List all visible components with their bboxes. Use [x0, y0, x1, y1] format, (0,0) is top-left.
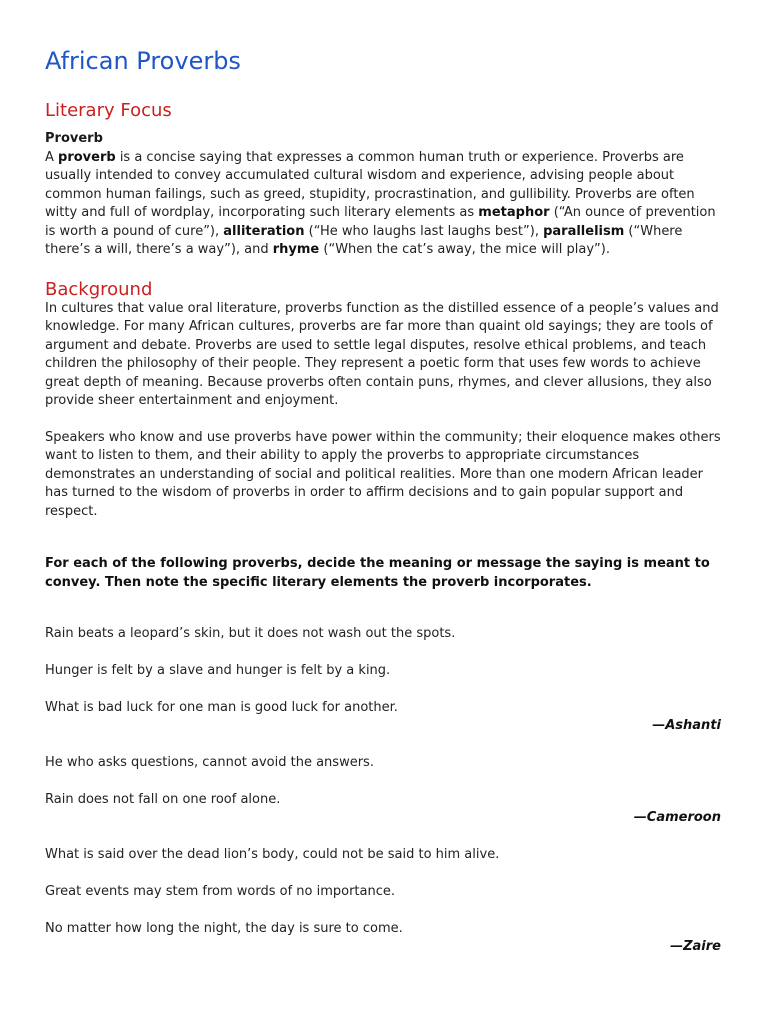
term-parallelism: parallelism	[543, 223, 625, 239]
background-heading: Background	[45, 279, 153, 300]
proverb-item: Hunger is felt by a slave and hunger is felt by a king.	[45, 663, 391, 678]
attribution-cameroon: —Cameroon	[633, 810, 721, 825]
proverb-item: What is said over the dead lion’s body, could not be said to him alive.	[45, 847, 500, 862]
term-metaphor: metaphor	[478, 205, 550, 221]
background-paragraph-1: In cultures that value oral literature, proverbs function as the distilled essence of a people’s values and knowledge. For many African cultures, proverbs are far more than quaint old sayings; they are tools of argument and debate. Proverbs are used to settle legal disputes, resolve ethical problems, and teach children the philosophy of their people. They represent a poetic form that uses few words to achieve great depth of meaning. Because proverbs often contain puns, rhymes, and clever allusions, they also provide sheer entertainment and enjoyment.	[45, 301, 719, 409]
proverb-item: What is bad luck for one man is good luck for another.	[45, 700, 398, 715]
term-alliteration: alliteration	[223, 223, 305, 239]
attribution-ashanti: —Ashanti	[652, 718, 721, 733]
background-paragraph-2: Speakers who know and use proverbs have power within the community; their eloquence makes others want to listen to them, and their ability to apply the proverbs to appropriate circumstances demonstrates an understanding of social and political realities. More than one modern African leader has turned to the wisdom of proverbs in order to affirm decisions and to gain popular support and respect.	[45, 430, 721, 519]
proverb-subheading: Proverb	[45, 131, 103, 146]
page-title: African Proverbs	[45, 47, 241, 75]
literary-focus-heading: Literary Focus	[45, 100, 172, 121]
proverb-item: Great events may stem from words of no importance.	[45, 884, 396, 899]
proverb-item: Rain does not fall on one roof alone.	[45, 792, 281, 807]
term-rhyme: rhyme	[272, 242, 320, 258]
proverb-item: No matter how long the night, the day is sure to come.	[45, 921, 403, 936]
instructions: For each of the following proverbs, decide the meaning or message the saying is meant to convey. Then note the specific literary elements the proverb incorporates.	[45, 556, 710, 590]
proverb-item: He who asks questions, cannot avoid the answers.	[45, 755, 374, 770]
attribution-zaire: —Zaire	[670, 939, 721, 954]
proverb-item: Rain beats a leopard’s skin, but it does not wash out the spots.	[45, 626, 456, 641]
literary-focus-paragraph: A proverb is a concise saying that expresses a common human truth or experience. Proverbs are usually intended to convey accumulated cultural wisdom and experience, advising people about common human failings, such as greed, stupidity, procrastination, and gullibility. Proverbs are often witty and full of wordplay, incorporating such literary elements as metaphor (“An ounce of prevention is worth a pound of cure”), alliteration (“He who laughs last laughs best”), parallelism (“Where there’s a will, there’s a way”), and rhyme (“When the cat’s away, the mice will play”).	[45, 150, 716, 258]
term-proverb: proverb	[58, 150, 116, 165]
